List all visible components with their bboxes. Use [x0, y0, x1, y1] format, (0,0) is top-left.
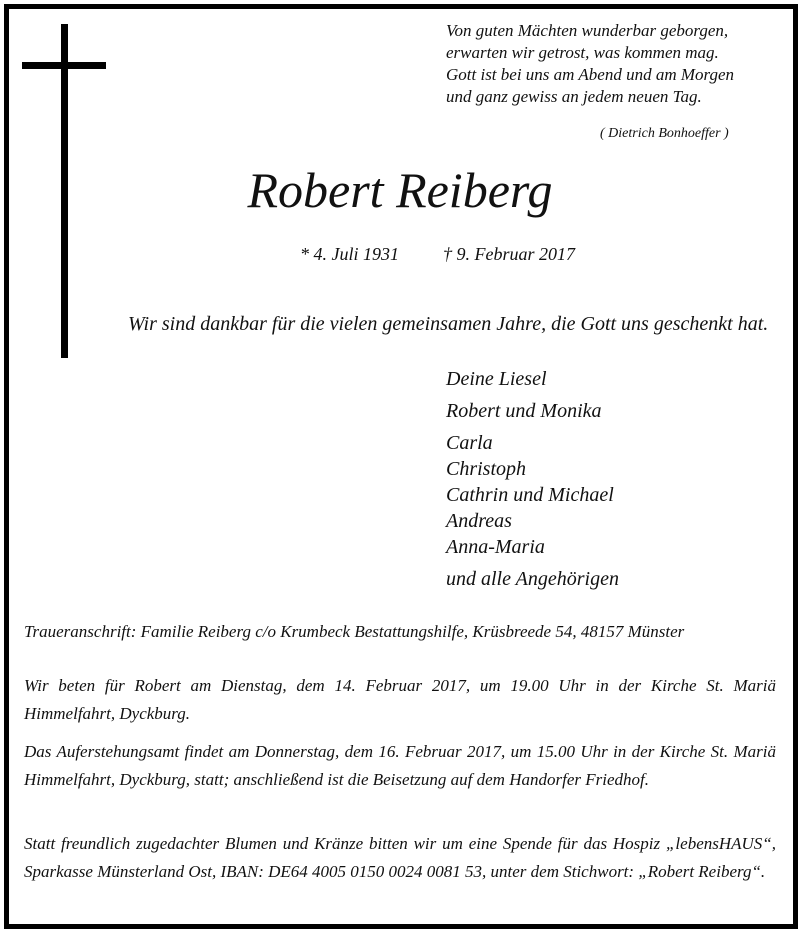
poem-line: Gott ist bei uns am Abend und am Morgen	[446, 65, 735, 84]
poem-line: erwarten wir getrost, was kommen mag.	[446, 43, 719, 62]
mourner-spouse: Deine Liesel	[446, 368, 547, 390]
prayer-notice: Wir beten für Robert am Dienstag, dem 14. Februar 2017, um 19.00 Uhr in der Kirche St. Mariä Himmelfahrt, Dyckburg.	[24, 676, 776, 723]
mourner-grandchild: Andreas	[446, 510, 512, 532]
poem	[446, 20, 776, 108]
mourner-grandchild: Carla	[446, 432, 493, 454]
donation-notice: Statt freundlich zugedachter Blumen und Kränze bitten wir um eine Spende für das Hospiz „lebensHAUS“, Sparkasse Münsterland Ost, IBAN: DE64 4005 0150 0024 0081 53, unter dem Stichwort: „Robert Reiberg“.	[24, 834, 776, 881]
mourner-children: Robert und Monika	[446, 400, 602, 422]
mourner-grandchild: Cathrin und Michael	[446, 484, 614, 506]
thanks-text: Wir sind dankbar für die vielen gemeinsamen Jahre, die Gott uns geschenkt hat.	[128, 313, 769, 335]
life-dates	[300, 244, 575, 265]
mourner-grandchild: Anna-Maria	[446, 536, 545, 558]
funeral-notice: Das Auferstehungsamt findet am Donnerstag, dem 16. Februar 2017, um 15.00 Uhr in der Kirche St. Mariä Himmelfahrt, Dyckburg, statt; anschließend ist die Beisetzung auf dem Handorfer Friedhof.	[24, 742, 776, 789]
mourner-all: und alle Angehörigen	[446, 568, 619, 590]
mourner-grandchild: Christoph	[446, 458, 527, 480]
poem-author: ( Dietrich Bonhoeffer )	[600, 126, 729, 141]
mourning-address: Traueranschrift: Familie Reiberg c/o Krumbeck Bestattungshilfe, Krüsbreede 54, 48157 Münster	[24, 622, 685, 641]
deceased-name: Robert Reiberg	[247, 162, 553, 218]
mourners-list	[446, 366, 619, 592]
poem-line: und ganz gewiss an jedem neuen Tag.	[446, 87, 702, 106]
death-date: † 9. Februar 2017	[443, 244, 575, 264]
poem-line: Von guten Mächten wunderbar geborgen,	[446, 21, 729, 40]
cross-icon-beam	[22, 62, 106, 69]
birth-date: * 4. Juli 1931	[300, 244, 399, 264]
